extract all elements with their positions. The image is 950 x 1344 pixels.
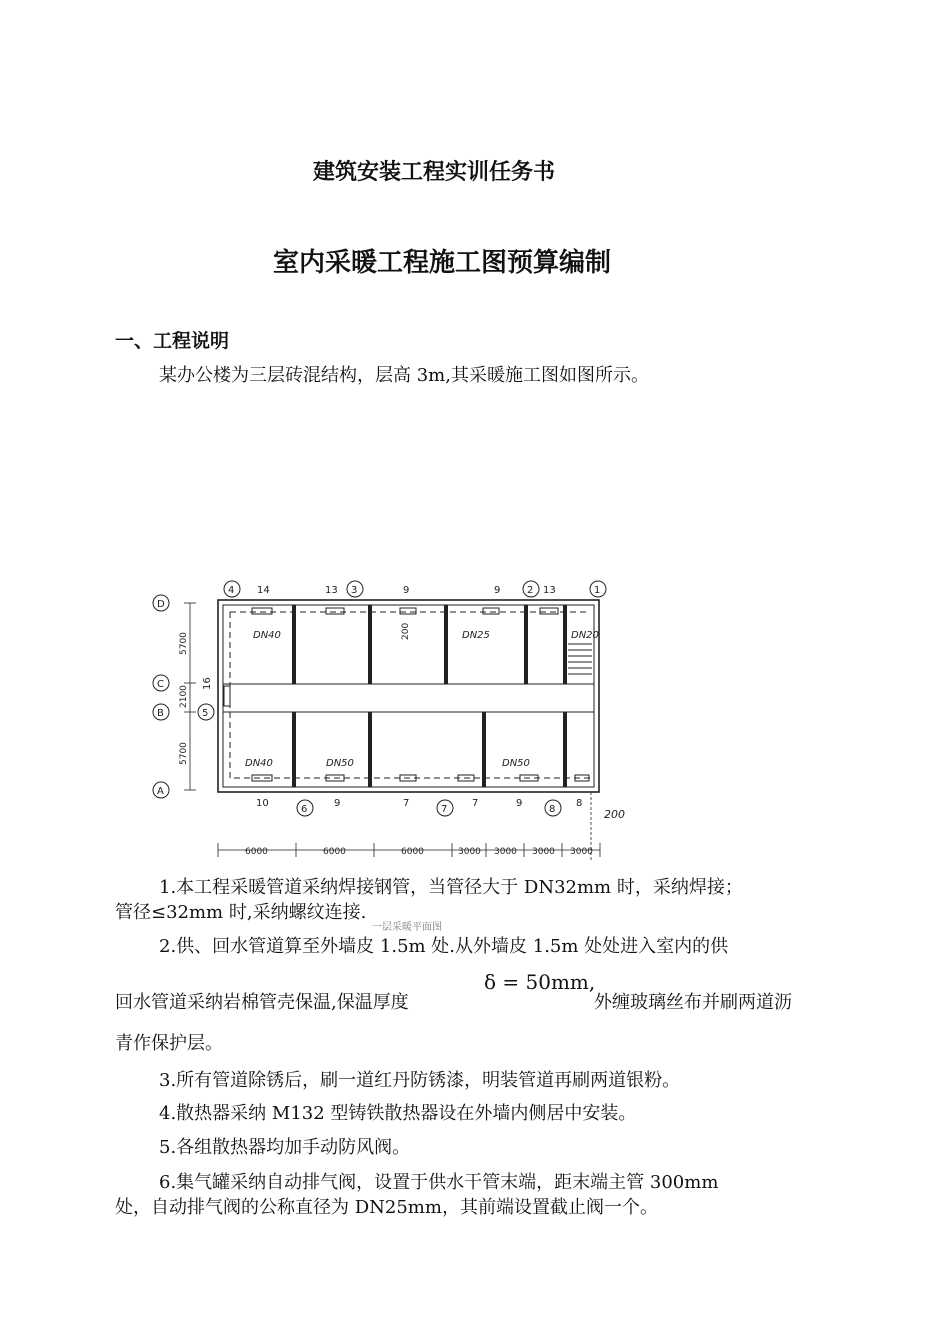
- dimension-label: 5700: [179, 632, 189, 655]
- axis-label: 2: [527, 585, 534, 596]
- note-2-line-3: 青作保护层。: [115, 1033, 223, 1054]
- note-1-line-2: 管径≤32mm 时,采纳螺纹连接.: [115, 902, 367, 923]
- radiator-count: 10: [256, 798, 269, 809]
- axis-label: 4: [228, 585, 235, 596]
- dimension-label: 6000: [323, 847, 346, 857]
- radiator-count: 9: [334, 798, 341, 809]
- dimension-label: 6000: [245, 847, 268, 857]
- pipe-size: DN20: [571, 630, 599, 641]
- axis-label: 7: [441, 804, 448, 815]
- section-heading: 一、工程说明: [115, 330, 230, 352]
- axis-label: 6: [301, 804, 308, 815]
- radiator-count: 7: [403, 798, 410, 809]
- note-4: 4.散热器采纳 M132 型铸铁散热器设在外墙内侧居中安装。: [159, 1103, 637, 1124]
- dimension-label: 3000: [570, 847, 593, 857]
- axis-label: D: [157, 599, 165, 610]
- axis-label: 8: [549, 804, 556, 815]
- note-6-line-1: 6.集气罐采纳自动排气阀，设置于供水干管末端，距末端主管 300mm: [159, 1172, 719, 1193]
- note-2-line-1: 2.供、回水管道算至外墙皮 1.5m 处.从外墙皮 1.5m 处处进入室内的供: [159, 936, 729, 957]
- dimension-label: 3000: [458, 847, 481, 857]
- stairs: [568, 644, 592, 674]
- dimension-label: 5700: [179, 742, 189, 765]
- pipe-size: DN50: [326, 758, 354, 769]
- dimension-lines: [184, 603, 600, 860]
- note-3: 3.所有管道除锈后，刷一道红丹防锈漆，明装管道再刷两道银粉。: [159, 1070, 681, 1091]
- elevation-note: 200: [604, 808, 625, 821]
- insulation-thickness-formula: δ = 50mm,: [484, 970, 596, 994]
- pipe-size: DN50: [502, 758, 530, 769]
- note-6-line-2: 处，自动排气阀的公称直径为 DN25mm，其前端设置截止阀一个。: [115, 1197, 658, 1218]
- pipe-size: DN40: [245, 758, 273, 769]
- radiator-count: 13: [325, 585, 338, 596]
- radiator-count: 13: [543, 585, 556, 596]
- intro-paragraph: 某办公楼为三层砖混结构，层高 3m,其采暖施工图如图所示。: [159, 365, 649, 386]
- document-title: 建筑安装工程实训任务书: [312, 160, 555, 185]
- radiator-count: 14: [257, 585, 270, 596]
- note-2-line-2-a: 回水管道采纳岩棉管壳保温,保温厚度: [115, 992, 409, 1013]
- radiator-count: 16: [202, 677, 213, 690]
- pipe-size: DN25: [462, 630, 490, 641]
- axis-label: A: [157, 786, 164, 797]
- radiator-count: 7: [472, 798, 479, 809]
- radiator-count: 9: [516, 798, 523, 809]
- document-subtitle: 室内采暖工程施工图预算编制: [272, 248, 611, 278]
- dimension-label: 3000: [494, 847, 517, 857]
- dimension-label: 3000: [532, 847, 555, 857]
- radiator-count: 9: [494, 585, 501, 596]
- radiator-count: 9: [403, 585, 410, 596]
- note-1-line-1: 1.本工程采暖管道采纳焊接钢管，当管径大于 DN32mm 时，采纳焊接；: [159, 877, 743, 898]
- figure-caption: 一层采暖平面图: [372, 922, 442, 933]
- axis-label: 1: [594, 585, 601, 596]
- radiator-count: 8: [576, 798, 583, 809]
- axis-label: 3: [351, 585, 358, 596]
- note-5: 5.各组散热器均加手动防风阀。: [159, 1137, 411, 1158]
- dimension-label: 6000: [401, 847, 424, 857]
- axis-label: B: [157, 708, 164, 719]
- dimension-label: 200: [401, 622, 411, 640]
- pipe-size: DN40: [253, 630, 281, 641]
- axis-label: C: [157, 679, 164, 690]
- note-2-line-2-b: 外缠玻璃丝布并刷两道沥: [594, 992, 792, 1013]
- dimension-label: 2100: [179, 685, 189, 708]
- axis-label: 5: [202, 708, 209, 719]
